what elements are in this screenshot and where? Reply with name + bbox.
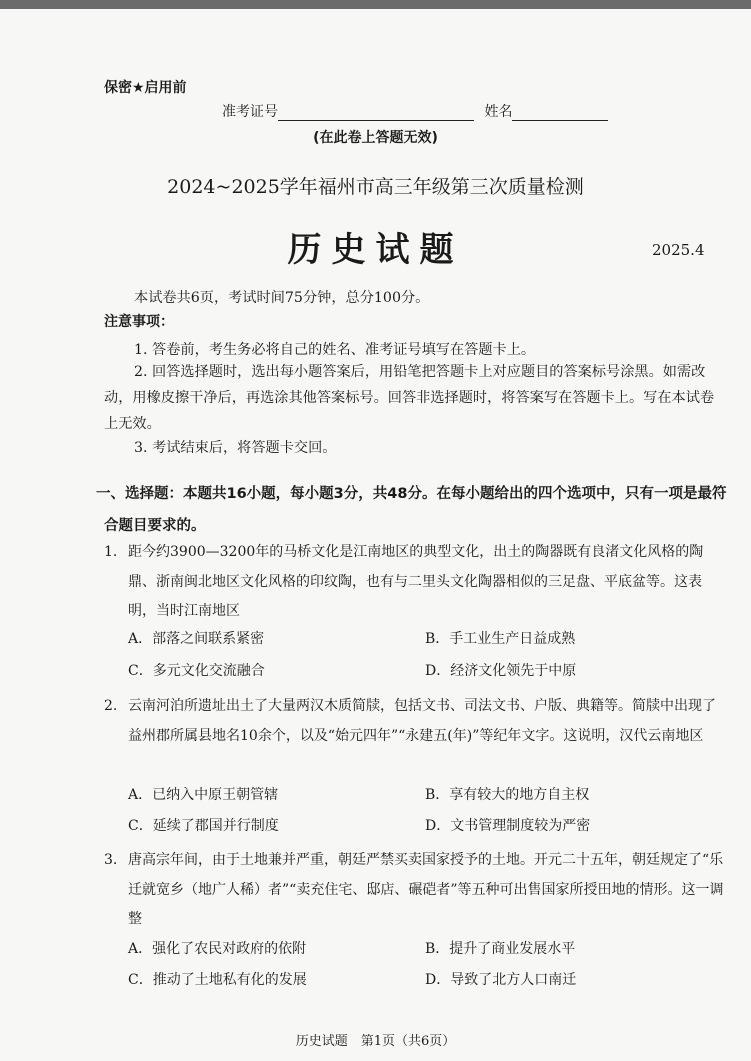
question-stem: 云南河泊所遗址出土了大量两汉木质简牍，包括文书、司法文书、户版、典籍等。简牍中出现了益州郡所属县地名10余个，以及“始元四年”“永建五(年)”等纪年文字。这说明，汉代云南地区 <box>128 698 716 744</box>
option-d[interactable]: D．文书管理制度较为严密 <box>425 818 591 834</box>
name-blank[interactable] <box>512 104 608 121</box>
option-d[interactable]: D．经济文化领先于中原 <box>425 663 577 679</box>
exam-date: 2025.4 <box>652 241 705 259</box>
question-number: 1. <box>104 544 118 560</box>
exam-title: 2024~2025学年福州市高三年级第三次质量检测 <box>167 176 584 198</box>
section-heading <box>96 478 729 542</box>
option-a[interactable]: A．部落之间联系紧密 <box>128 631 265 647</box>
section-heading-text: 一、选择题：本题共16小题，每小题3分，共48分。在每小题给出的四个选项中，只有一项是最符合题目要求的。 <box>96 486 727 534</box>
option-b[interactable]: B．提升了商业发展水平 <box>425 941 576 957</box>
option-b[interactable]: B．享有较大的地方自主权 <box>425 787 590 803</box>
option-a[interactable]: A．已纳入中原王朝管辖 <box>128 787 279 803</box>
question-number: 3. <box>104 852 118 868</box>
scan-top-edge <box>0 0 751 9</box>
candidate-info-line <box>222 101 608 121</box>
name-label: 姓名 <box>484 104 513 120</box>
notice-item-3: 3. 考试结束后，将答题卡交回。 <box>134 440 337 456</box>
option-c[interactable]: C．推动了土地私有化的发展 <box>128 972 307 988</box>
notice-item-2: 2. 回答选择题时，选出每小题答案后，用铅笔把答题卡上对应题目的答案标号涂黑。如需改动，用橡皮擦干净后，再选涂其他答案标号。回答非选择题时，将答案写在答题卡上。写在本试卷上无效。 <box>104 364 715 432</box>
question-stem: 唐高宗年间，由于土地兼并严重，朝廷严禁买卖国家授予的土地。开元二十五年，朝廷规定了“乐迁就宽乡（地广人稀）者”“卖充住宅、邸店、碾硙者”等五种可出售国家所授田地的情形。这一调整 <box>128 852 724 927</box>
option-c[interactable]: C．延续了郡国并行制度 <box>128 818 279 834</box>
subject-title: 历史试题 <box>287 230 464 270</box>
question-2 <box>104 692 728 751</box>
option-a[interactable]: A．强化了农民对政府的依附 <box>128 941 307 957</box>
option-d[interactable]: D．导致了北方人口南迁 <box>425 972 577 988</box>
candidate-number-blank[interactable] <box>278 104 474 121</box>
secret-mark: 保密★启用前 <box>104 80 187 96</box>
option-c[interactable]: C．多元文化交流融合 <box>128 663 265 679</box>
notice-item-1: 1. 答卷前，考生务必将自己的姓名、准考证号填写在答题卡上。 <box>134 342 536 358</box>
question-3 <box>104 846 728 935</box>
option-b[interactable]: B．手工业生产日益成熟 <box>425 631 576 647</box>
intro-text: 本试卷共6页，考试时间75分钟，总分100分。 <box>134 290 430 306</box>
question-stem: 距今约3900—3200年的马桥文化是江南地区的典型文化，出土的陶器既有良渚文化风格的陶鼎、浙南闽北地区文化风格的印纹陶，也有与二里头文化陶器相似的三足盘、平底盆等。这表明，当时江南地区 <box>128 544 704 619</box>
invalid-note: (在此卷上答题无效) <box>313 130 438 146</box>
notice-label: 注意事项： <box>104 314 174 330</box>
candidate-number-label: 准考证号 <box>222 104 278 120</box>
page-footer: 历史试题 第1页（共6页） <box>295 1034 456 1049</box>
question-1 <box>104 538 728 627</box>
question-number: 2. <box>104 698 118 714</box>
